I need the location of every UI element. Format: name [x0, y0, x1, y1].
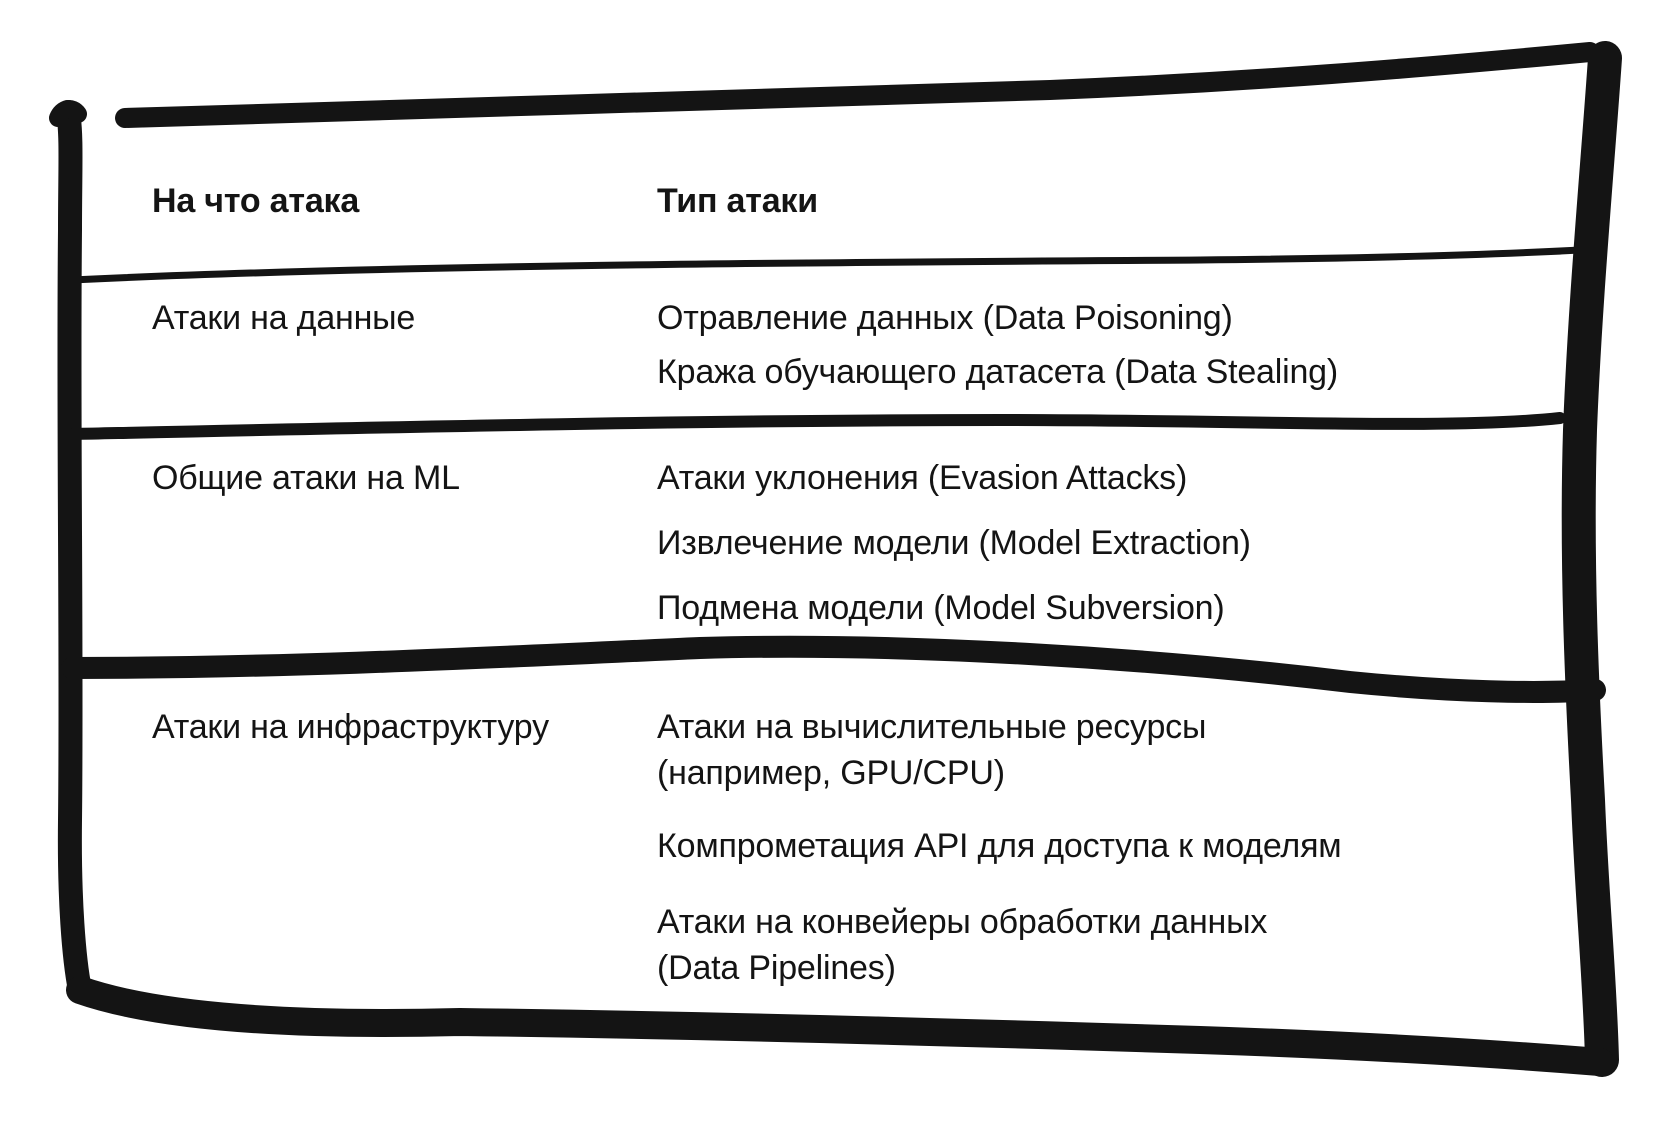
row-divider-1: [74, 418, 1560, 434]
header-divider: [72, 249, 1598, 280]
row-3-target: Атаки на инфраструктуру: [152, 708, 549, 746]
row-divider-2: [72, 647, 1595, 692]
row-3-type-3b: (Data Pipelines): [657, 949, 896, 987]
row-1-type-1: Отравление данных (Data Poisoning): [657, 299, 1233, 337]
row-2-type-3: Подмена модели (Model Subversion): [657, 589, 1225, 627]
row-2-type-1: Атаки уклонения (Evasion Attacks): [657, 459, 1188, 497]
frame-top-left-hook: [58, 109, 78, 118]
frame-right-border: [1579, 58, 1605, 1060]
row-1-type-2: Кража обучающего датасета (Data Stealing): [657, 353, 1338, 391]
row-3-type-3a: Атаки на конвейеры обработки данных: [657, 903, 1268, 941]
row-3-type-1a: Атаки на вычислительные ресурсы: [657, 708, 1207, 746]
row-3-type-1b: (например, GPU/CPU): [657, 754, 1005, 792]
frame-top-border: [125, 52, 1590, 118]
row-2-type-2: Извлечение модели (Model Extraction): [657, 524, 1251, 562]
row-1-target: Атаки на данные: [152, 299, 416, 337]
frame-left-border: [68, 112, 80, 990]
row-2-target: Общие атаки на ML: [152, 459, 460, 497]
header-target: На что атака: [152, 182, 360, 220]
row-3-type-2: Компрометация API для доступа к моделям: [657, 827, 1342, 865]
frame-bottom-border: [80, 990, 1600, 1062]
header-type: Тип атаки: [657, 182, 818, 220]
